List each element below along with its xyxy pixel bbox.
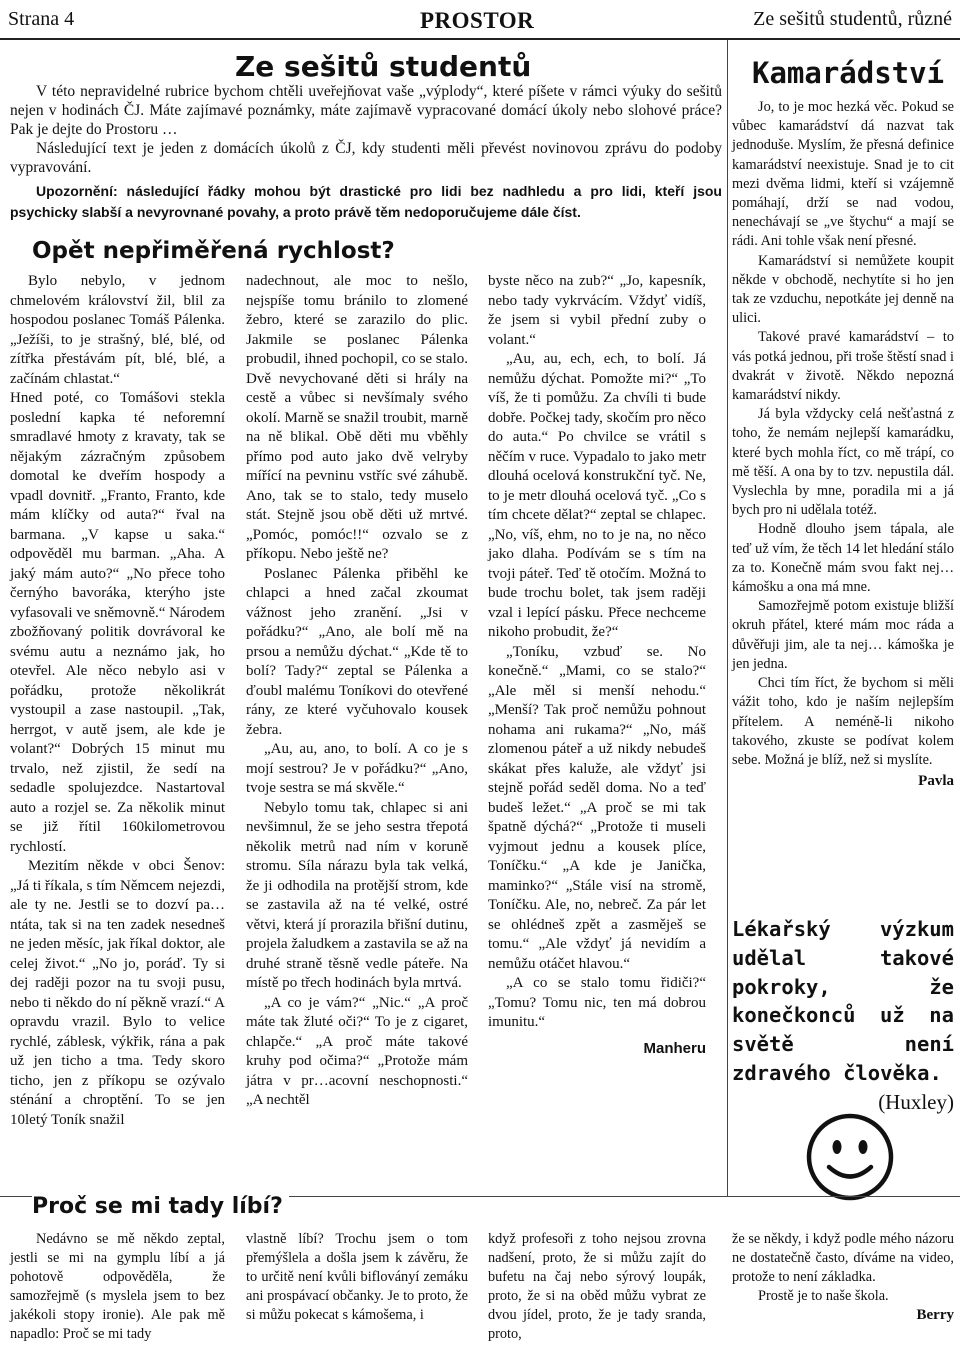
bottom-col3-text: když profesoři z toho nejsou zrovna nadšení, proto, že si můžu zajít do bufetu na čaj nebo sýrový loupák, proto, že si na oběd můžu vybrat ze dvou jídel, proto, že je tady sranda, proto, [488, 1231, 706, 1342]
sidebar-p4: Já byla vždycky celá nešťastná z toho, že nemám nejlepší kamarádku, které bych mohla říct, co mě trápí, co mě těší. A ona by to tzv. nepustila dál. Vyslechla by mne, poradila mi a já bych pro ni udělala totéž. [732, 406, 954, 519]
intro-title: Ze sešitů studentů [235, 50, 532, 83]
bottom-col4 [732, 1230, 954, 1325]
sidebar-title: Kamarádství [752, 56, 945, 90]
story-col2-p3: „Au, au, ano, to bolí. A co je s mojí sestrou? Je v pořádku?“ „Ano, tvoje sestra se má skvěle.“ [246, 741, 468, 796]
sidebar-signature: Pavla [918, 773, 954, 790]
sidebar-p7: Chci tím říct, že bychom si měli vážit toho, kdo je naším nejlepším přítelem. A neméně-li nikoho takového, zkuste se podívat kolem sebe. Možná je blíž, než si myslíte. [732, 675, 954, 768]
story-col1-p3: Mezitím někde v obci Šenov: „Já ti říkala, s tím Němcem nejezdi, ale ty ne. Jestli se to dozví pa…ntáta, tak si na ten zadek nesedneš ne jeden měsíc, jak říkal doktor, ale celej život.“ „No jo, poráď. Ty si dej raději pozor na tu svoji pusu, nebo ti někdo do ní pěkně vrazí.“ A opravdu vrazil. Bylo to velice rychlé, záblesk, výkřik, rána a pak už jen ticho a tma. Tedy skoro ticho, jen z příkopu se ozývalo sténání a chroptění. To se jen 10letý Toník snažil [10, 858, 225, 1128]
sidebar-p5: Hodně dlouho jsem tápala, ale teď už vím, že těch 14 let hledání stálo za to. Konečně mám svou fakt nej… kámošku a ona má mne. [732, 521, 954, 596]
intro-block [10, 82, 722, 223]
story-col2 [246, 272, 468, 1111]
story-signature: Manheru [643, 1039, 706, 1057]
bottom-col3 [488, 1230, 706, 1344]
story-col2-p1: nadechnout, ale moc to nešlo, nejspíše tomu bránilo to zlomené žebro, které se zarazilo do plic. Jakmile se poslanec Pálenka probudil, ihned pochopil, co se stalo. Dvě nevychované děti si hrály na cestě a vůbec si nevšímaly svého okolí. Marně se snažil troubit, marně na ně blikal. Obě děti mu vběhly přímo pod auto jako dvě velryby mířící na pevninu vstříc své záhubě. Ano, tak se to stalo, tedy muselo stát. Stejně jsou obě děti už mrtvé. „Pomóc, pomóc!!“ ozvalo se z příkopu. Nebo ještě ne? [246, 273, 468, 562]
story-col3-p2: „Au, au, ech, ech, to bolí. Já nemůžu dýchat. Pomožte mi?“ „To víš, že ti pomůžu. Za chvíli ti bude dobře. Počkej tady, skočím pro něco do auta.“ Po chvilce se vrátil s něčím v ruce. Vypadalo to jako metr dlouhá ocelová konstrukční tyč. Ne, to je metr dlouhá ocelová tyč. „Co s tím chcete dělat?“ zeptal se chlapec. „No, víš, ehm, no to je na, no něco jako dlaha. Podívám se s tím na tvoji páteř. Teď tě otočím. Možná to bude trochu bolet, tak jsem raději vzal i lepící pásku. Přece nechceme nikoho probudit, že?“ [488, 351, 706, 640]
bottom-col4-text: že se někdy, i když podle mého názoru ne dostatečně často, díváme na video, protože to není základka. [732, 1231, 954, 1285]
huxley-quote [732, 915, 954, 1117]
intro-text: V této nepravidelné rubrice bychom chtěli uveřejňovat vaše „výplody“, které píšete v rámci výuky do sešitů nejen v hodinách ČJ. Máte zajímavé poznámky, máte zajímavě vypracované domácí úkoly nebo slohové práce? Pak je dejte do Prostoru … [10, 83, 722, 138]
page-number: Strana 4 [8, 8, 75, 30]
bottom-col2 [246, 1230, 468, 1325]
bottom-col4-closing: Prostě je to naše škola. [758, 1288, 889, 1304]
smiley-face-icon [805, 1112, 895, 1202]
bottom-col1 [10, 1230, 225, 1344]
bottom-col1-text: Nedávno se mě někdo zeptal, jestli se mi na gymplu líbí a já pohotově odpověděla, že samozřejmě (s myslela jsem to bez jakékoli stopy ironie). Ale pak mě napadlo: Proč se mi tady [10, 1231, 225, 1342]
quote-author: (Huxley) [878, 1089, 954, 1114]
section-name: Ze sešitů studentů, různé [753, 8, 952, 30]
story-col2-p4: Nebylo tomu tak, chlapec si ani nevšimnul, že se jeho sestra třepotá několik metrů nad ním v koruně stromu. Síla nárazu byla tak velká, že ji odhodila na protější strom, kde se zastavila až na té velké, ostré větvi, která jí prorazila břišní dutinu, projela žaludkem a zastavila se až na druhé straně těsně vedle páteře. Na místě po třech hodinách byla mrtvá. [246, 799, 468, 991]
story-col2-p5: „A co je vám?“ „Nic.“ „A proč máte tak žluté oči?“ To je z cigaret, chlapče.“ „A proč máte takové kruhy pod očima?“ „Protože mám játra v pr…acovní neschopnosti.“ „A nechtěl [246, 994, 468, 1108]
story-col1-p2: Hned poté, co Tomášovi stekla poslední kapka té neforemní smradlavé hmoty z kravaty, tak se nějakým zázračným způsobem domotal ke dveřím hospody a vpadl dovnitř. „Franto, Franto, kde mám klíčky od auta?“ řval na barmana. „V kapse u saka.“ odpověděl mu barman. „Aha. A jaký mám auto?“ „No přece toho černýho bavoráka, kterýho jste vyfasovali ve sněmovně.“ Národem zbožňovaný politik dovrávoral ke svému autu a neznámo jak, ho otevřel. Ale něco nebylo asi v pořádku, protože několikrát vystoupil a zase nastoupil. „Tak, herrgot, v autě jsem, ale kde je volant?“ Dobrých 15 minut mu trvalo, než zjistil, že sedí na sedadle spolujezdce. Nastartoval auto a rozjel se. Za několik minut se již řítil 160kilometrovou rychlostí. [10, 390, 225, 855]
header-rule [0, 38, 960, 40]
story-col1 [10, 272, 225, 1130]
sidebar-text [732, 98, 954, 791]
sidebar-p6: Samozřejmě potom existuje bližší okruh přátel, které mám moc ráda a důvěřuji jim, ale ta nej… kámoška je jen jedna. [732, 598, 954, 672]
story-col3-p1: byste něco na zub?“ „Jo, kapesník, nebo tady vykrvácím. Vždyť vidíš, že jsem si vybil přední zuby o volant.“ [488, 273, 706, 348]
quote-text: Lékařský výzkum udělal takové pokroky, že konečkonců už na světě není zdravého člověka. [732, 917, 954, 1085]
sidebar-p1: Jo, to je moc hezká věc. Pokud se vůbec kamarádství dá nazvat tak jednoduše. Myslím, že přesná definice kamarádství neexistuje. Snad je to cit mezi dvěma lidmi, kteří si vzájemně pomáhají, drží se nad vodou, nenechávají se „ve štychu“ a mají se rádi. Ani tohle však není přesné. [732, 99, 954, 250]
bottom-title: Proč se mi tady líbí? [32, 1194, 289, 1219]
sidebar-divider [727, 40, 728, 1196]
sidebar-p2: Kamarádství si nemůžete koupit někde v obchodě, nechytíte si ho jen tak ze vzduchu, nepotkáte jej denně na ulici. [732, 252, 954, 327]
magazine-name: PROSTOR [420, 8, 535, 33]
intro-warning: Upozornění: následující řádky mohou být drastické pro lidi bez nadhledu a pro lidi, kteří jsou psychicky slabší a nevyrovnané povahy, a proto právě těm nedoporučujeme dále číst. [10, 183, 722, 220]
story-col3 [488, 272, 706, 1058]
story-col3-p3: „Toníku, vzbuď se. No konečně.“ „Mami, co se stalo?“ „Ale měl si menší nehodu.“ „Menší? Tak proč nemůžu pohnout nohama ani rukama?“ „No, máš zlomenou páteř a už nikdy nebudeš skákat přes kaluže, ale vždyť jsi stejně pořád seděl doma. No a teď budeš ležet.“ „A proč se mi tak špatně dýchá?“ „Protože ti museli vyjmout jednu a kousek plíce, Toníčku.“ „A kde je Janička, maminko?“ „Stále visí na stromě, Toníčku. Ale, no, nebreč. Za pár let se ohlédneš zpět a zasměješ se tomu.“ „Ale vždyť já nevidím a nemůžu otáčet hlavou.“ [488, 643, 706, 972]
story-col3-p4: „A co se stalo tomu řidiči?“ „Tomu? Tomu nic, ten má dobrou imunitu.“ [488, 975, 706, 1030]
story-col1-p1: Bylo nebylo, v jednom chmelovém království žil, blil za hospodou poslanec Tomáš Pálenka. „Ježíši, to je strašný, blé, blé, od zítřka přestávám pít, blé, blé, a začínám chlastat.“ [10, 273, 225, 387]
story-title: Opět nepřiměřená rychlost? [32, 238, 395, 264]
bottom-col2-text: vlastně líbí? Trochu jsem o tom přemýšlela a došla jsem k závěru, že to určitě není kvůli bifloványí zemáku ani prospávací občanky. Je to proto, že si můžu pokecat s kámošema, i [246, 1231, 468, 1323]
intro-note: Následující text je jeden z domácích úkolů z ČJ, kdy studenti měli převést novinovou zprávu do podoby vypravování. [10, 140, 722, 176]
bottom-signature: Berry [916, 1307, 954, 1323]
sidebar-p3: Takové pravé kamarádství – to vás potká jednou, při troše štěstí snad i dvakrát v životě. Někdo nepozná kamarádství nikdy. [732, 329, 954, 404]
story-col2-p2: Poslanec Pálenka přiběhl ke chlapci a hned začal zkoumat vážnost jeho zranění. „Jsi v pořádku?“ „Ano, ale bolí mě na prsou a nemůžu dýchat.“ „Kde tě to bolí? Tady?“ zeptal se Pálenka a ďoubl malému Toníkovi do otevřené rány, ze které vyčuhovalo kousek žebra. [246, 565, 468, 738]
